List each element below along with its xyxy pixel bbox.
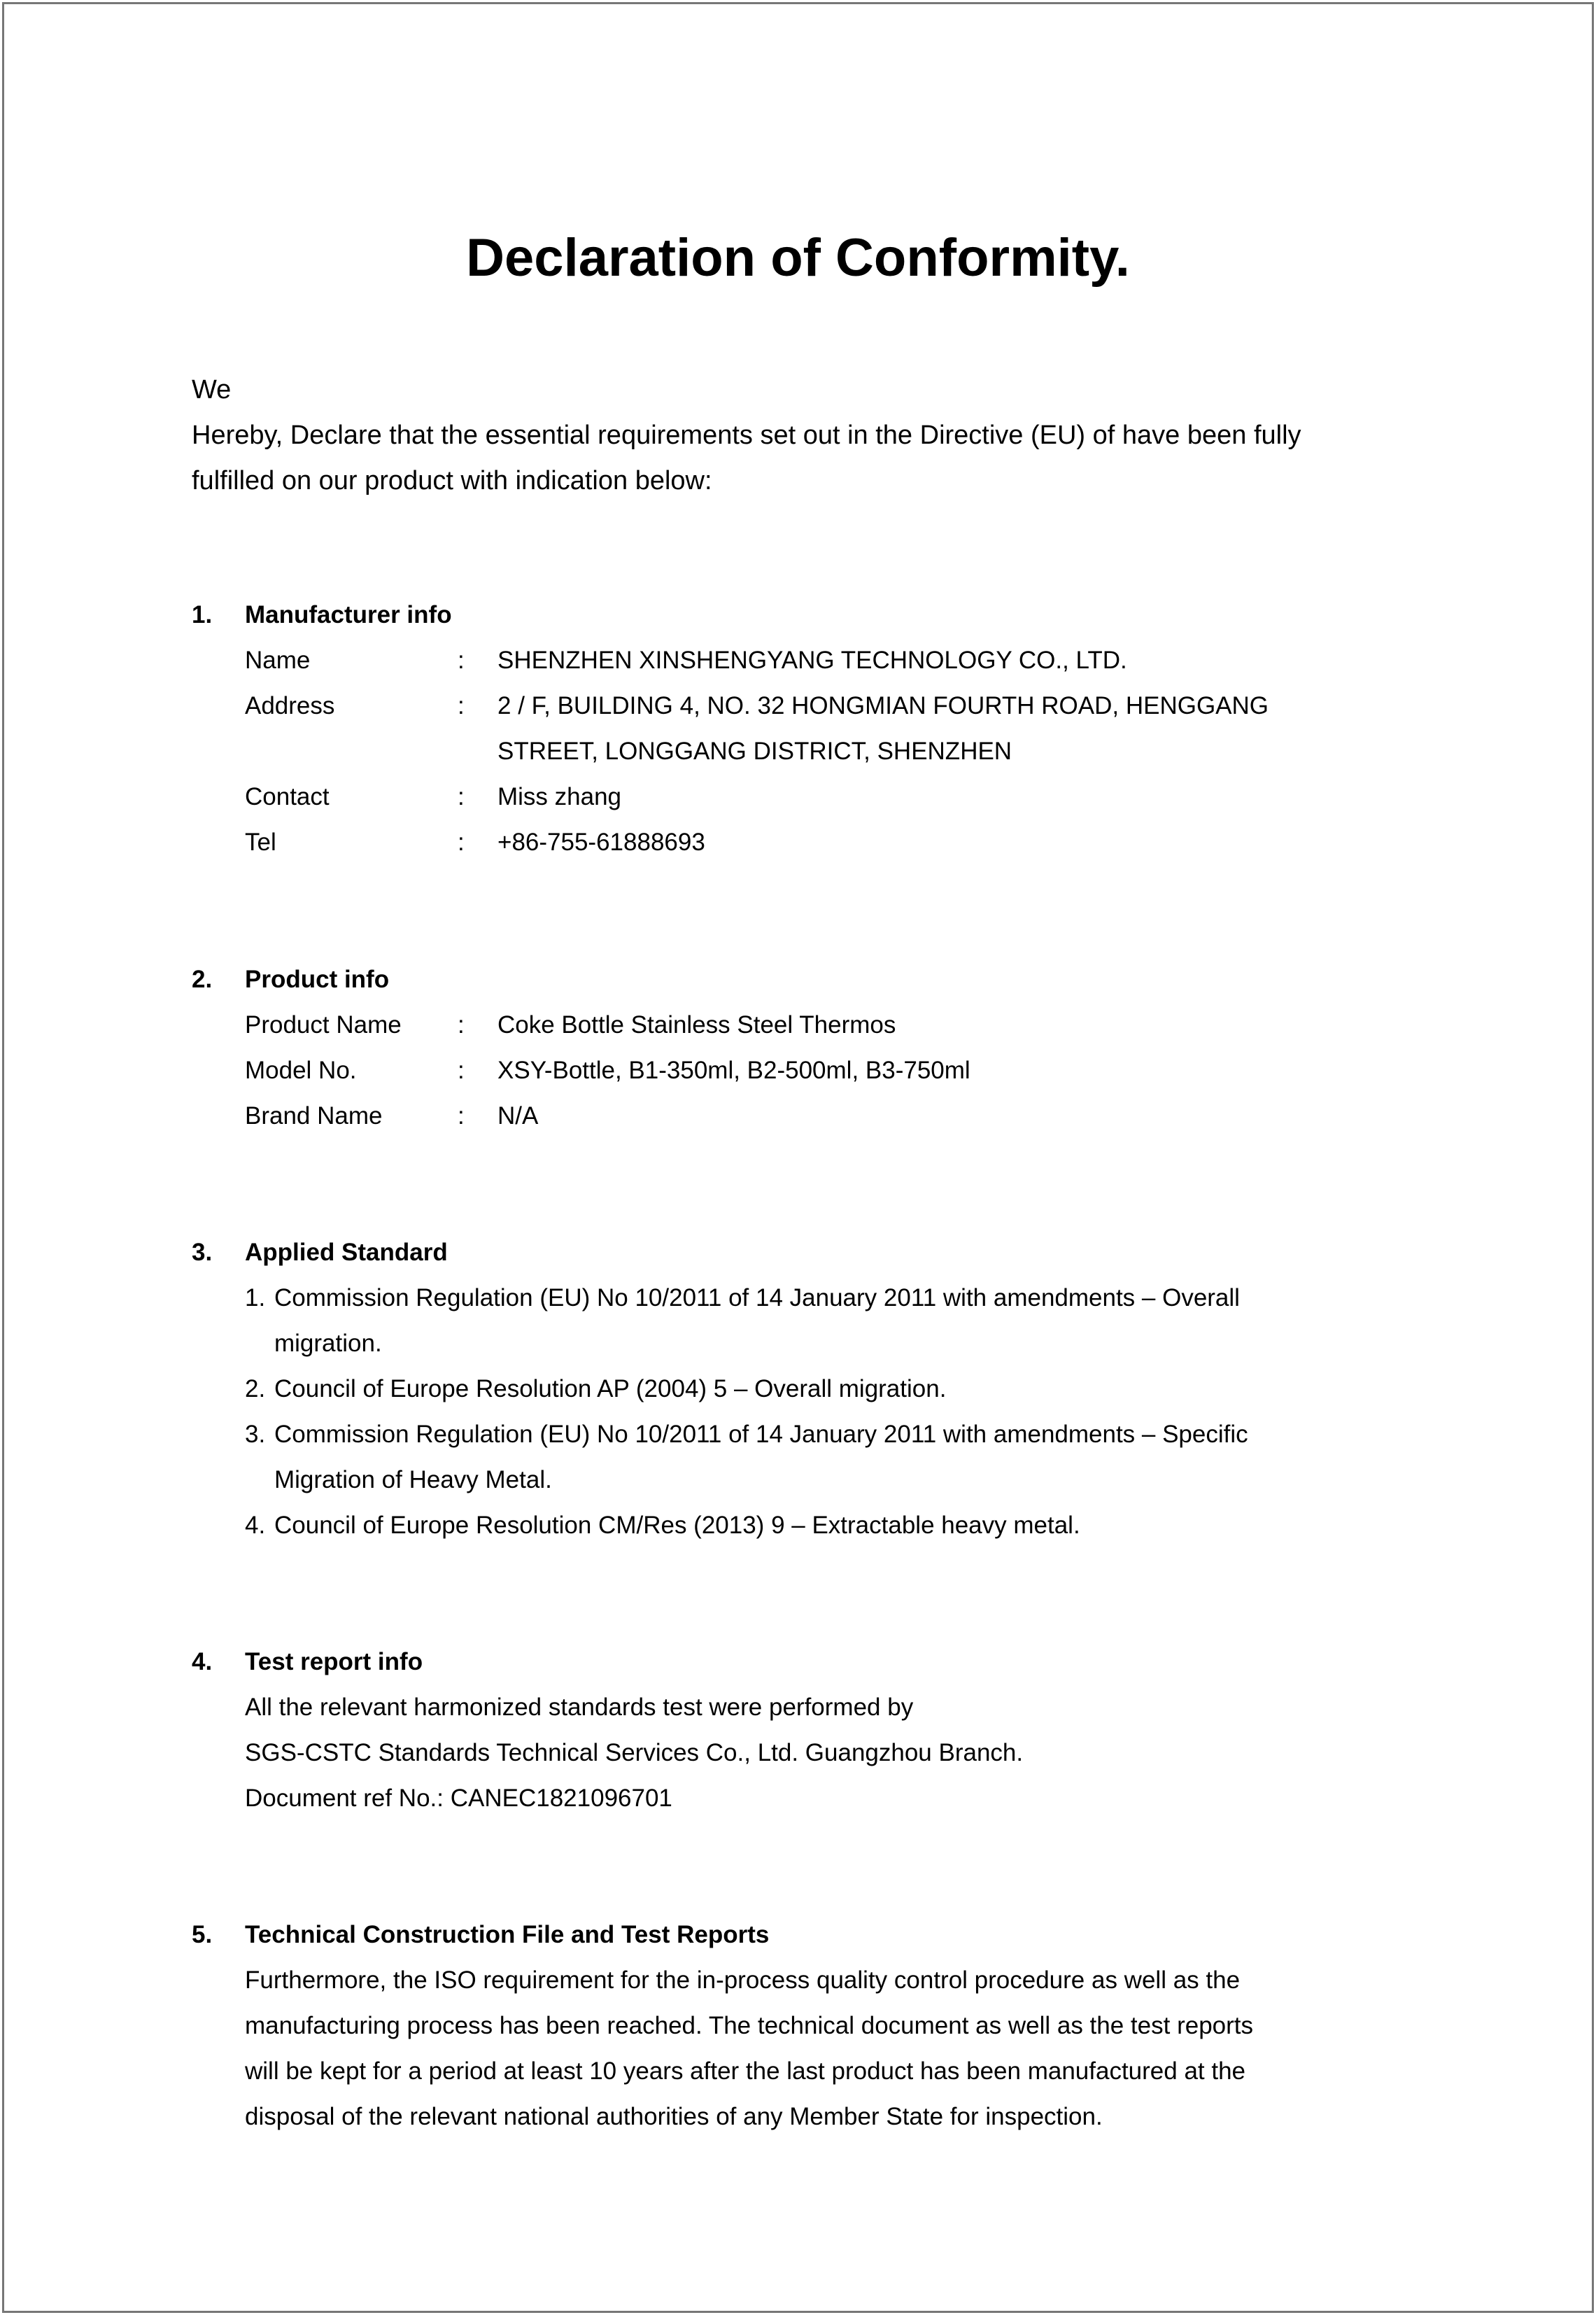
field-row-brand <box>192 1093 970 1139</box>
field-label: Tel <box>245 829 276 856</box>
item-text: Commission Regulation (EU) No 10/2011 of 14 January 2011 with amendments – Specific <box>274 1421 1248 1448</box>
field-label: Contact <box>245 783 330 810</box>
section-title: Test report info <box>245 1648 423 1675</box>
standard-item-cont: migration. <box>274 1330 382 1357</box>
intro-line: We <box>192 375 232 404</box>
item-text: Council of Europe Resolution AP (2004) 5 – Overall migration. <box>274 1375 947 1402</box>
paragraph-line: disposal of the relevant national authorities of any Member State for inspection. <box>245 2103 1103 2130</box>
paragraph-line: Furthermore, the ISO requirement for the in-process quality control procedure as well as the <box>245 1966 1241 1994</box>
section-heading <box>192 1912 1253 1957</box>
section-number: 4. <box>192 1648 213 1675</box>
paragraph-line: manufacturing process has been reached. The technical document as well as the test reports <box>245 2012 1253 2039</box>
field-value: Miss zhang <box>497 783 622 810</box>
section-title: Manufacturer info <box>245 601 452 628</box>
field-value: STREET, LONGGANG DISTRICT, SHENZHEN <box>497 738 1012 765</box>
section-test-report <box>192 1639 1023 1821</box>
field-value: XSY-Bottle, B1-350ml, B2-500ml, B3-750ml <box>497 1057 970 1084</box>
section-title: Product info <box>245 966 390 993</box>
standard-item <box>192 1366 1248 1412</box>
section-number: 3. <box>192 1239 213 1266</box>
paragraph-line: will be kept for a period at least 10 years after the last product has been manufactured at the <box>245 2057 1246 2085</box>
section-number: 2. <box>192 966 213 993</box>
field-row-tel <box>192 819 1269 865</box>
field-row-contact <box>192 774 1269 819</box>
document-ref: Document ref No.: CANEC1821096701 <box>245 1785 672 1812</box>
section-title: Technical Construction File and Test Reports <box>245 1921 770 1948</box>
page-title: Declaration of Conformity. <box>466 228 1130 288</box>
section-title: Applied Standard <box>245 1239 448 1266</box>
standard-item <box>192 1412 1248 1457</box>
section-heading <box>192 957 970 1002</box>
standard-item-cont: Migration of Heavy Metal. <box>274 1466 552 1493</box>
field-separator: : <box>458 647 465 674</box>
field-separator: : <box>458 829 465 856</box>
section-heading <box>192 1230 1248 1275</box>
section-product-info <box>192 957 970 1139</box>
item-number: 1. <box>245 1284 266 1311</box>
item-text: Council of Europe Resolution CM/Res (2013) 9 – Extractable heavy metal. <box>274 1512 1080 1539</box>
field-label: Model No. <box>245 1057 357 1084</box>
standard-item <box>192 1275 1248 1321</box>
intro-line: fulfilled on our product with indication below: <box>192 466 712 495</box>
item-number: 3. <box>245 1421 266 1448</box>
field-row-name <box>192 638 1269 683</box>
standard-item <box>192 1503 1248 1548</box>
field-value: +86-755-61888693 <box>497 829 705 856</box>
field-label: Brand Name <box>245 1102 383 1130</box>
test-line: SGS-CSTC Standards Technical Services Co., Ltd. Guangzhou Branch. <box>245 1739 1024 1766</box>
field-value: Coke Bottle Stainless Steel Thermos <box>497 1011 896 1039</box>
item-number: 4. <box>245 1512 266 1539</box>
section-number: 5. <box>192 1921 213 1948</box>
field-label: Address <box>245 692 335 719</box>
field-value: N/A <box>497 1102 539 1130</box>
item-text: Commission Regulation (EU) No 10/2011 of 14 January 2011 with amendments – Overall <box>274 1284 1240 1311</box>
field-value: 2 / F, BUILDING 4, NO. 32 HONGMIAN FOURTH ROAD, HENGGANG <box>497 692 1269 719</box>
section-heading <box>192 1639 1023 1684</box>
section-technical-file <box>192 1912 1253 2139</box>
field-value: SHENZHEN XINSHENGYANG TECHNOLOGY CO., LTD. <box>497 647 1127 674</box>
intro-line: Hereby, Declare that the essential requirements set out in the Directive (EU) of have been fully <box>192 421 1301 450</box>
field-separator: : <box>458 1102 465 1130</box>
item-number: 2. <box>245 1375 266 1402</box>
section-number: 1. <box>192 601 213 628</box>
field-label: Product Name <box>245 1011 402 1039</box>
test-line: All the relevant harmonized standards test were performed by <box>245 1694 914 1721</box>
field-separator: : <box>458 783 465 810</box>
field-separator: : <box>458 692 465 719</box>
section-heading <box>192 592 1269 638</box>
intro-paragraph <box>192 367 1301 504</box>
field-row-model <box>192 1048 970 1093</box>
field-row-product-name <box>192 1002 970 1048</box>
field-row-address <box>192 683 1269 729</box>
section-manufacturer-info <box>192 592 1269 865</box>
field-separator: : <box>458 1011 465 1039</box>
field-label: Name <box>245 647 311 674</box>
field-separator: : <box>458 1057 465 1084</box>
field-row-address-cont <box>192 729 1269 774</box>
section-applied-standard <box>192 1230 1248 1548</box>
